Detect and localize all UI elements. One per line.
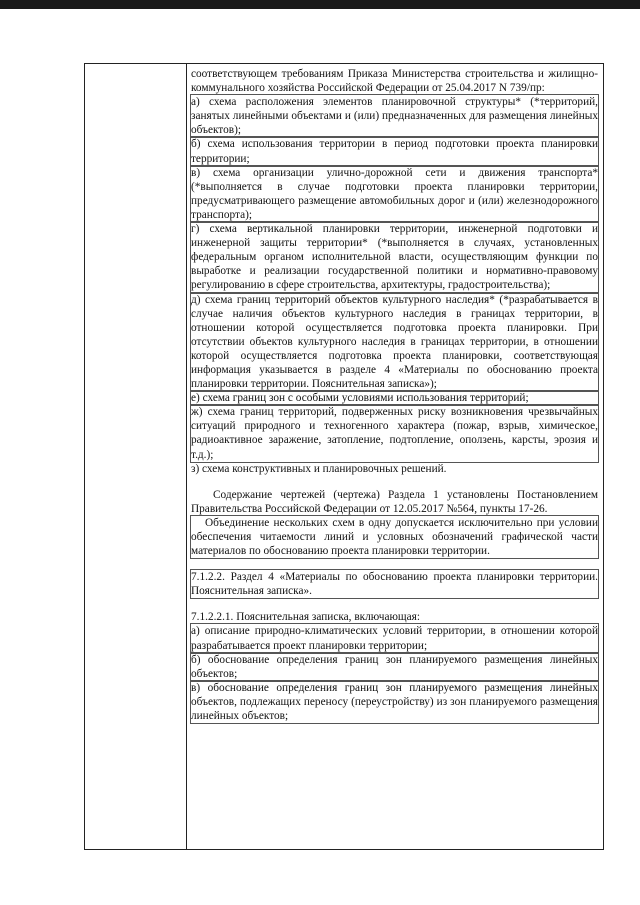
spacer — [191, 558, 598, 570]
content-drawings-paragraph: Содержание чертежей (чертежа) Раздела 1 установлены Постановлением Правительства Российской Федерации от 12.05.2017 №564, пункты 17-26. — [191, 488, 598, 515]
spacer — [191, 476, 598, 488]
intro-paragraph: соответствующем требованиям Приказа Министерства строительства и жилищно-коммунального хозяйства Российской Федерации от 25.04.2017 N 739/пр: — [191, 68, 598, 95]
table-right-cell — [191, 67, 598, 723]
combining-schemes-paragraph: Объединение нескольких схем в одну допускается исключительно при условии обеспечения читаемости линий и условных обозначений графической части материалов по обоснованию проекта планировки территории. — [191, 516, 598, 558]
list-item-d: д) схема границ территорий объектов культурного наследия* (*разрабатывается в случае наличия объектов культурного наследия в границах территории, в отношении которой осуществляется подготовка проекта планировки. При отсутствии объектов культурного наследия в границах территории, в отношении которой осуществляется подготовка проекта планировки, соответствующая информация указывается в разделе 4 «Материалы по обоснованию проекта планировки территории. Пояснительная записка»); — [191, 293, 598, 391]
section-heading-7-1-2-2: 7.1.2.2. Раздел 4 «Материалы по обоснованию проекта планировки территории. Пояснительная записка». — [191, 571, 598, 598]
list-item-zh: ж) схема границ территорий, подверженных риску возникновения чрезвычайных ситуаций природного и техногенного характера (пожар, взрыв, химическое, радиоактивное заражение, затопление, подтопление, оползень, карсты, эрозия и т.д.); — [191, 406, 598, 461]
list-item-g: г) схема вертикальной планировки территории, инженерной подготовки и инженерной защиты территории* (*выполняется в случаях, установленных федеральным органом исполнительной власти, осуществляющим функции по выработке и реализации государственной политики и нормативно-правовому регулированию в сфере строительства, архитектуры, градостроительства); — [191, 223, 598, 292]
list-item-z: з) схема конструктивных и планировочных решений. — [191, 462, 447, 475]
note-item-b: б) обоснование определения границ зон планируемого размещения линейных объектов; — [191, 653, 598, 680]
list-item-e: е) схема границ зон с особыми условиями использования территорий; — [191, 391, 598, 405]
list-item-v: в) схема организации улично-дорожной сети и движения транспорта* (*выполняется в случае подготовки проекта планировки территории, предусматривающего размещение автомобильных дорог и (или) железнодорожного транспорта); — [191, 166, 598, 221]
top-border-rule — [0, 0, 640, 9]
list-item-a: а) схема расположения элементов планировочной структуры* (*территорий, занятых линейными объектами и (или) предназначенных для размещения линейных объектов); — [191, 96, 598, 137]
note-item-v: в) обоснование определения границ зон планируемого размещения линейных объектов, подлежащих переносу (переустройству) из зон планируемого размещения линейных объектов; — [191, 681, 598, 723]
note-item-a: а) описание природно-климатических условий территории, в отношении которой разрабатывается проект планировки территории; — [191, 625, 598, 652]
spacer — [191, 598, 598, 610]
section-heading-7-1-2-2-1: 7.1.2.2.1. Пояснительная записка, включающая: — [191, 611, 420, 624]
list-item-b: б) схема использования территории в период подготовки проекта планировки территории; — [191, 138, 598, 165]
table-column-divider — [186, 63, 187, 850]
